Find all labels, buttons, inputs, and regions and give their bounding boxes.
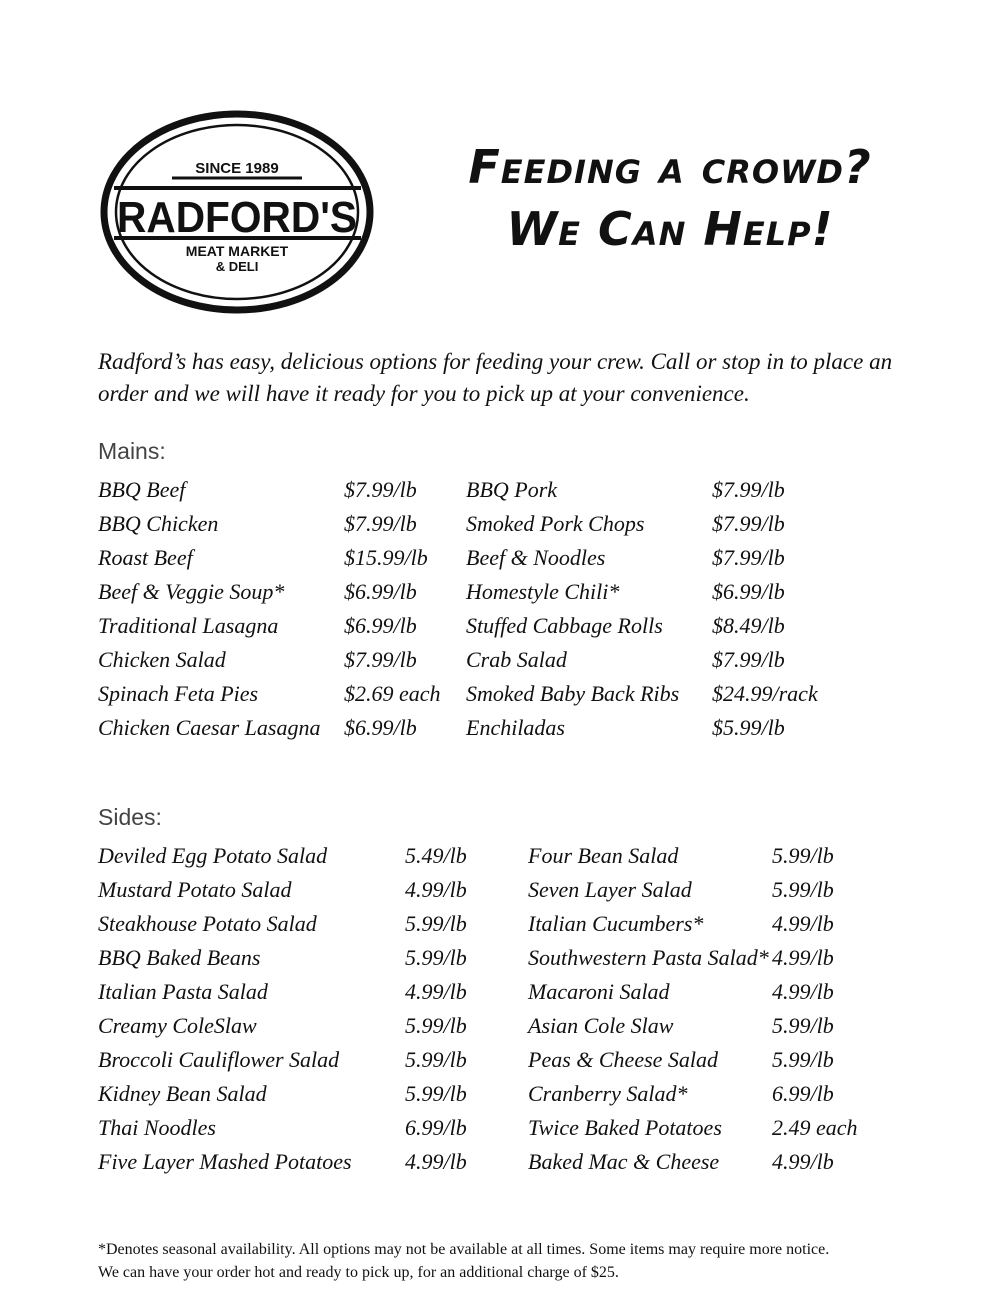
headline [400,136,940,260]
menu-item-name: Italian Cucumbers* [528,911,704,936]
menu-item-price: 5.99/lb [772,1047,834,1072]
menu-item-name: Enchiladas [466,715,565,740]
logo-emblem [100,110,375,315]
menu-item-price: 5.99/lb [405,1081,467,1106]
menu-item-price: $6.99/lb [712,579,785,604]
menu-item-name: BBQ Chicken [98,511,219,536]
logo-tagline-1: MEAT MARKET [185,243,289,259]
menu-item-price: $7.99/lb [712,647,785,672]
menu-item-name: Steakhouse Potato Salad [98,911,317,936]
menu-item-name: Traditional Lasagna [98,613,279,638]
menu-item-name: Stuffed Cabbage Rolls [466,613,663,638]
menu-item-name: Macaroni Salad [528,979,670,1004]
menu-item-name: Southwestern Pasta Salad* [528,945,769,970]
footnote [98,1238,958,1284]
headline-line-2: We Can Help! [506,202,834,256]
menu-item-price: 5.99/lb [405,945,467,970]
menu-item-price: 5.99/lb [772,1013,834,1038]
menu-item-name: Italian Pasta Salad [98,979,268,1004]
menu-item-name: Crab Salad [466,647,567,672]
menu-item-price: 4.99/lb [405,877,467,902]
menu-item-price: 6.99/lb [772,1081,834,1106]
menu-item-price: $5.99/lb [712,715,785,740]
menu-item-name: BBQ Beef [98,477,186,502]
menu-item-price: $7.99/lb [712,511,785,536]
menu-item-price: 4.99/lb [405,1149,467,1174]
menu-item-name: Twice Baked Potatoes [528,1115,722,1140]
menu-item-name: Asian Cole Slaw [528,1013,674,1038]
menu-item-name: Thai Noodles [98,1115,216,1140]
menu-item-price: 5.99/lb [405,911,467,936]
menu-item-price: $2.69 each [344,681,441,706]
headline-line-1: Feeding a crowd? [468,140,872,194]
menu-item-price: 6.99/lb [405,1115,467,1140]
menu-item-name: Smoked Baby Back Ribs [466,681,680,706]
menu-item-name: Spinach Feta Pies [98,681,259,706]
menu-item-price: 4.99/lb [772,1149,834,1174]
menu-item-price: $7.99/lb [712,477,785,502]
menu-item-price: $6.99/lb [344,613,417,638]
menu-item-name: Beef & Noodles [466,545,606,570]
menu-item-name: Chicken Salad [98,647,226,672]
intro-paragraph: Radford’s has easy, delicious options for feeding your crew. Call or stop in to place an order and we will have it ready for you to pick up at your convenience. [98,349,893,406]
menu-item-name: Roast Beef [98,545,193,570]
menu-item-price: 4.99/lb [772,945,834,970]
menu-item-price: 4.99/lb [405,979,467,1004]
menu-item-name: Deviled Egg Potato Salad [98,843,328,868]
menu-item-price: $7.99/lb [344,511,417,536]
menu-item-name: Five Layer Mashed Potatoes [98,1149,352,1174]
menu-item-price: $8.49/lb [712,613,785,638]
sides-title: Sides: [98,804,162,830]
menu-item-name: Smoked Pork Chops [466,511,645,536]
menu-item-name: Peas & Cheese Salad [528,1047,719,1072]
menu-item-name: Chicken Caesar Lasagna [98,715,321,740]
menu-item-price: $6.99/lb [344,715,417,740]
footnote-line-2: We can have your order hot and ready to pick up, for an additional charge of $25. [98,1264,619,1281]
logo-tagline-2: & DELI [215,259,259,274]
menu-item-price: $24.99/rack [712,681,818,706]
menu-item-name: Baked Mac & Cheese [528,1149,720,1174]
footnote-line-1: *Denotes seasonal availability. All options may not be available at all times. Some items may require more notice. [98,1241,830,1258]
logo-since: SINCE 1989 [195,160,279,177]
menu-item-price: $15.99/lb [344,545,428,570]
menu-item-name: Creamy ColeSlaw [98,1013,257,1038]
menu-item-name: Cranberry Salad* [528,1081,688,1106]
menu-item-price: 5.99/lb [405,1013,467,1038]
menu-item-name: Broccoli Cauliflower Salad [98,1047,340,1072]
logo-brand: RADFORD'S [117,193,357,242]
menu-item-name: Homestyle Chili* [466,579,620,604]
radfords-logo [100,110,375,315]
menu-item-price: 5.49/lb [405,843,467,868]
menu-item-price: $7.99/lb [712,545,785,570]
mains-title: Mains: [98,438,166,464]
menu-item-name: Mustard Potato Salad [98,877,292,902]
menu-item-price: 4.99/lb [772,911,834,936]
menu-item-name: Four Bean Salad [528,843,679,868]
menu-item-price: 5.99/lb [405,1047,467,1072]
menu-item-price: 5.99/lb [772,877,834,902]
menu-item-name: Seven Layer Salad [528,877,692,902]
menu-item-price: 2.49 each [772,1115,858,1140]
menu-item-price: 5.99/lb [772,843,834,868]
menu-item-price: 4.99/lb [772,979,834,1004]
menu-item-name: BBQ Baked Beans [98,945,261,970]
menu-item-name: Kidney Bean Salad [98,1081,267,1106]
menu-item-price: $7.99/lb [344,647,417,672]
menu-item-name: BBQ Pork [466,477,558,502]
menu-item-price: $6.99/lb [344,579,417,604]
menu-item-price: $7.99/lb [344,477,417,502]
menu-item-name: Beef & Veggie Soup* [98,579,285,604]
